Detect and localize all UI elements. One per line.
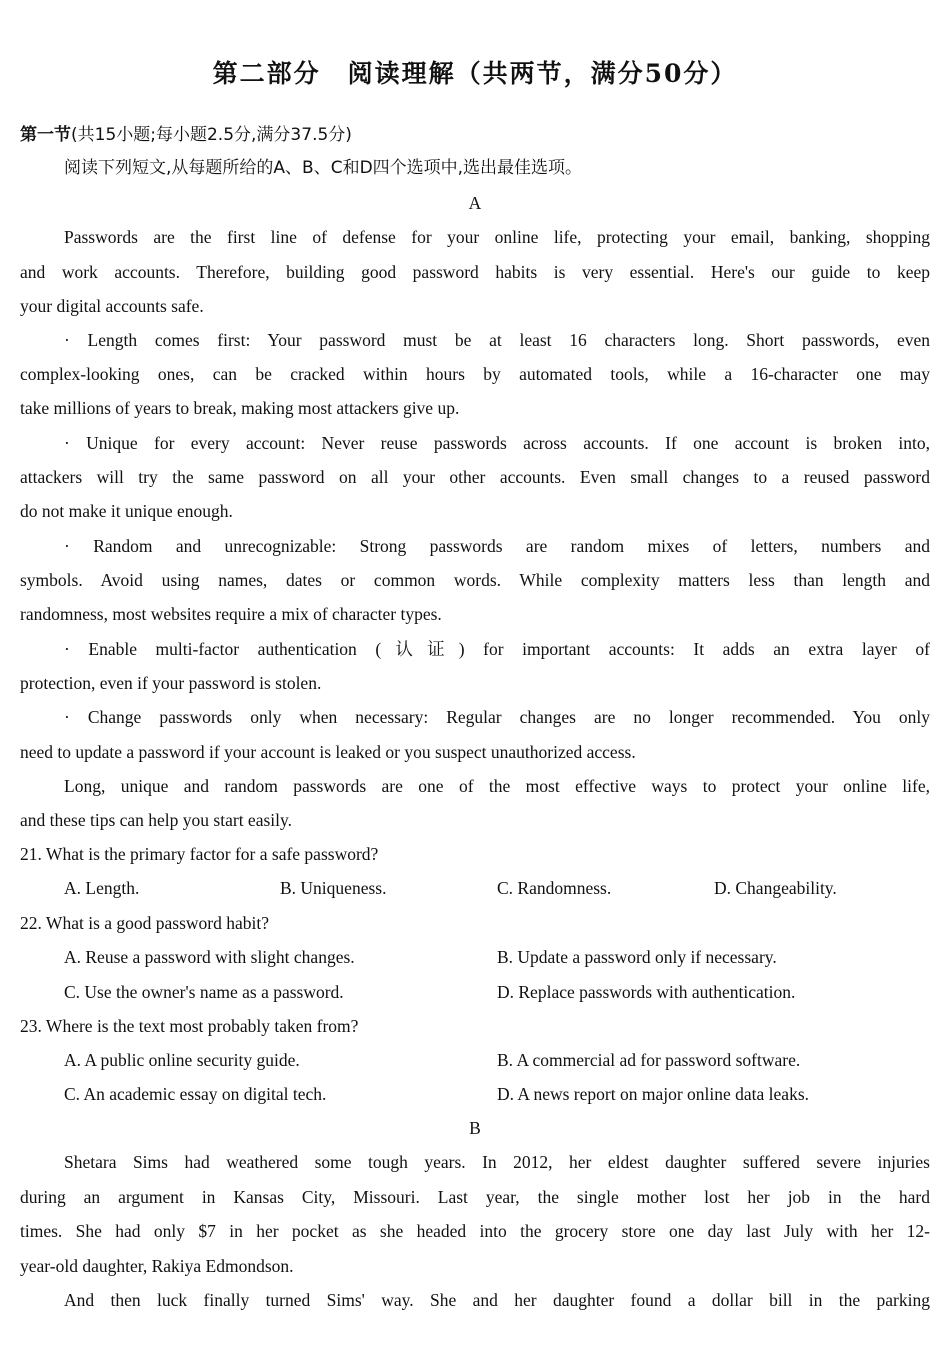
passage-b-label: B xyxy=(469,1118,481,1138)
passage-b-line: during an argument in Kansas City, Missouri. Last year, the single mother lost her job in the hard xyxy=(20,1187,930,1207)
passage-a-line: do not make it unique enough. xyxy=(20,501,233,521)
page-title: 第二部分 阅读理解（共两节，满分50分） xyxy=(212,59,738,88)
option: A. A public online security guide. xyxy=(64,1050,300,1070)
section-instruction: 阅读下列短文,从每题所给的A、B、C和D四个选项中,选出最佳选项。 xyxy=(64,158,583,178)
question-stem: 23. Where is the text most probably taken from? xyxy=(20,1016,359,1036)
passage-a-line: · Enable multi-factor authentication (认证) for important accounts: It adds an extra layer of xyxy=(64,639,930,659)
question-stem: 22. What is a good password habit? xyxy=(20,913,270,933)
passage-a-label: A xyxy=(468,193,482,213)
question-stem: 21. What is the primary factor for a safe password? xyxy=(20,844,379,864)
option: B. Update a password only if necessary. xyxy=(497,947,777,967)
option: A. Reuse a password with slight changes. xyxy=(64,947,355,967)
passage-a-line: randomness, most websites require a mix of character types. xyxy=(20,604,442,624)
passage-a-line: Long, unique and random passwords are one of the most effective ways to protect your online life, xyxy=(64,776,930,796)
passage-a-line: and work accounts. Therefore, building good password habits is very essential. Here's our guide to keep xyxy=(20,262,930,282)
passage-a-line: and these tips can help you start easily. xyxy=(20,810,292,830)
passage-a-line: complex-looking ones, can be cracked within hours by automated tools, while a 16-character one may xyxy=(20,364,930,384)
passage-b-line: year-old daughter, Rakiya Edmondson. xyxy=(20,1256,294,1276)
passage-a-line: symbols. Avoid using names, dates or common words. While complexity matters less than length and xyxy=(20,570,930,590)
passage-a-line: · Unique for every account: Never reuse passwords across accounts. If one account is broken into, xyxy=(64,433,930,453)
passage-b-line: times. She had only $7 in her pocket as she headed into the grocery store one day last July with her 12- xyxy=(20,1221,930,1241)
option: B. A commercial ad for password software. xyxy=(497,1050,801,1070)
option: D. A news report on major online data leaks. xyxy=(497,1084,810,1104)
option: D. Changeability. xyxy=(714,878,837,898)
passage-a-line: Passwords are the first line of defense for your online life, protecting your email, banking, shopping xyxy=(64,227,930,247)
option: A. Length. xyxy=(64,878,140,898)
passage-a-line: take millions of years to break, making most attackers give up. xyxy=(20,398,460,418)
passage-b-line: And then luck finally turned Sims' way. She and her daughter found a dollar bill in the parking xyxy=(64,1290,930,1310)
option: B. Uniqueness. xyxy=(280,878,387,898)
passage-b-line: Shetara Sims had weathered some tough years. In 2012, her eldest daughter suffered severe injuries xyxy=(64,1152,930,1172)
option: C. Randomness. xyxy=(497,878,612,898)
passage-a-line: · Length comes first: Your password must be at least 16 characters long. Short passwords, even xyxy=(64,330,930,350)
option: C. Use the owner's name as a password. xyxy=(64,982,344,1002)
section-heading xyxy=(20,122,930,147)
option: C. An academic essay on digital tech. xyxy=(64,1084,327,1104)
passage-a-line: · Random and unrecognizable: Strong passwords are random mixes of letters, numbers and xyxy=(64,536,930,556)
option: D. Replace passwords with authentication. xyxy=(497,982,796,1002)
passage-a-line: your digital accounts safe. xyxy=(20,296,204,316)
passage-a-line: need to update a password if your account is leaked or you suspect unauthorized access. xyxy=(20,742,636,762)
passage-a-line: protection, even if your password is stolen. xyxy=(20,673,322,693)
section-heading-label: 第一节 xyxy=(20,125,71,145)
section-heading-note: (共15小题;每小题2.5分,满分37.5分) xyxy=(71,125,352,145)
passage-a-line: · Change passwords only when necessary: Regular changes are no longer recommended. You only xyxy=(64,707,930,727)
passage-a-line: attackers will try the same password on all your other accounts. Even small changes to a reused password xyxy=(20,467,930,487)
